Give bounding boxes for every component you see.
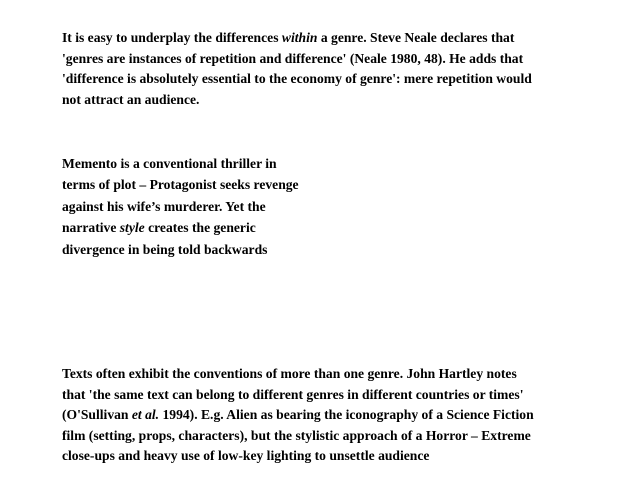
italic-text: style xyxy=(119,220,145,236)
text-line: that 'the same text can belong to different genres in different countries or times' xyxy=(62,386,524,402)
text-line: 'difference is absolutely essential to the economy of genre': mere repetition would xyxy=(62,71,532,86)
text-line: terms of plot – Protagonist seeks revenge xyxy=(62,177,299,193)
text-line: film (setting, props, characters), but the stylistic approach of a Horror – Extreme xyxy=(62,427,531,443)
italic-text: et al. xyxy=(131,407,160,422)
text-line: divergence in being told backwards xyxy=(62,241,268,257)
text-line: close-ups and heavy use of low-key lighting to unsettle audience xyxy=(62,448,430,463)
paragraph-hybrid-genres xyxy=(62,364,622,467)
text-line: 'genres are instances of repetition and difference' (Neale 1980, 48). He adds that xyxy=(62,50,524,66)
italic-text: within xyxy=(281,30,318,45)
text-line: Texts often exhibit the conventions of more than one genre. John Hartley notes xyxy=(62,366,517,381)
text-line xyxy=(62,405,622,426)
text-line xyxy=(62,217,352,238)
text-run: 1994). E.g. Alien as bearing the iconography of a Science Fiction xyxy=(159,407,534,422)
text-run: (O'Sullivan xyxy=(62,407,132,422)
text-line: against his wife’s murderer. Yet the xyxy=(62,198,266,214)
text-run: It is easy to underplay the differences xyxy=(62,30,282,45)
paragraph-memento xyxy=(62,153,352,260)
text-run: creates the generic xyxy=(144,220,256,236)
text-run: narrative xyxy=(62,220,120,236)
text-line: Memento is a conventional thriller in xyxy=(62,156,277,171)
text-run: a genre. Steve Neale declares that xyxy=(317,30,515,45)
text-line: not attract an audience. xyxy=(62,91,200,107)
text-line xyxy=(62,28,622,49)
paragraph-genre-difference xyxy=(62,28,622,110)
